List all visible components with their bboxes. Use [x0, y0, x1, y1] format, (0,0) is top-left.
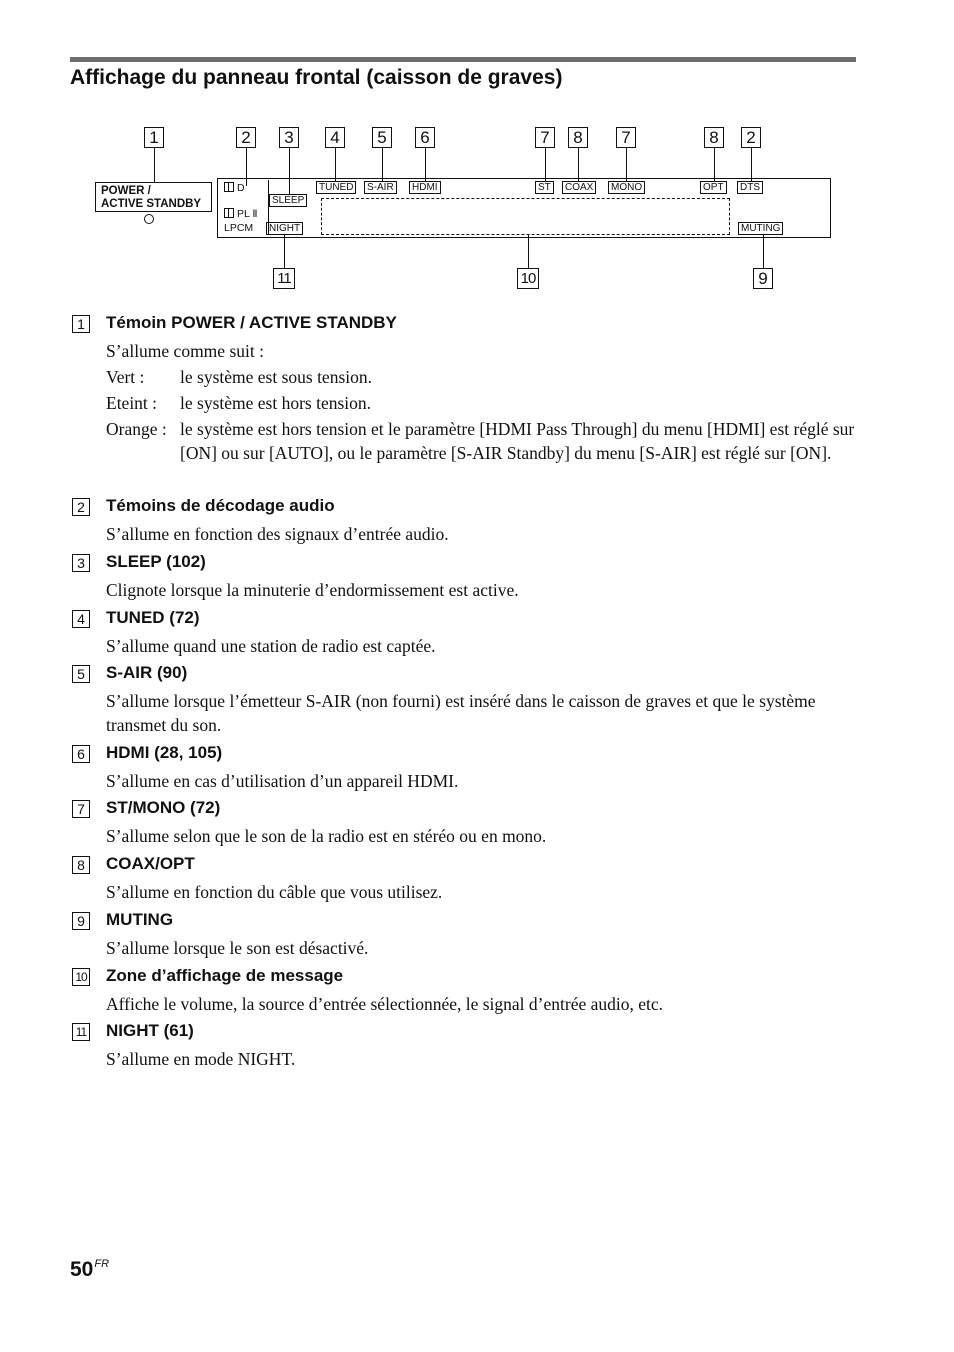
item-number: 1 — [72, 315, 90, 333]
callout-10: 10 — [517, 268, 539, 289]
leader-7 — [545, 148, 546, 181]
callout-8: 8 — [568, 127, 588, 148]
night-indicator: NIGHT — [266, 222, 303, 235]
leader-2b — [751, 148, 752, 181]
callout-2b: 2 — [741, 127, 761, 148]
lpcm-indicator: LPCM — [224, 222, 254, 234]
item-description — [106, 339, 856, 491]
item-title: S-AIR (90) — [106, 663, 188, 682]
item-title: NIGHT (61) — [106, 1021, 194, 1040]
leader-5 — [382, 148, 383, 181]
state-text: le système est sous tension. — [180, 367, 372, 387]
mono-indicator: MONO — [608, 181, 645, 194]
state-row — [106, 365, 856, 391]
leader-9 — [763, 234, 764, 268]
item-number: 7 — [72, 800, 90, 818]
item-number: 3 — [72, 554, 90, 572]
callout-11: 11 — [273, 268, 295, 289]
state-text: le système est hors tension et le paramètre [HDMI Pass Through] du menu [HDMI] est réglé sur [ON] ou sur [AUTO], ou le paramètre [S-AIR Standby] du menu [S-AIR] est réglé sur [ON]. — [180, 419, 855, 463]
sleep-indicator: SLEEP — [269, 194, 307, 207]
item-intro: S’allume comme suit : — [106, 341, 264, 361]
item-description: S’allume quand une station de radio est captée. — [106, 636, 436, 656]
dolby-pl-label: PL Ⅱ — [237, 208, 258, 220]
page-number — [70, 1258, 109, 1282]
callout-1: 1 — [144, 127, 164, 148]
item-description: S’allume en fonction du câble que vous utilisez. — [106, 882, 443, 902]
power-label-line1: POWER / — [101, 185, 151, 197]
callout-2: 2 — [236, 127, 256, 148]
callout-6: 6 — [415, 127, 435, 148]
item-description: Clignote lorsque la minuterie d’endormissement est active. — [106, 580, 519, 600]
state-row — [106, 391, 856, 417]
item-number: 2 — [72, 498, 90, 516]
dts-indicator: DTS — [737, 181, 763, 194]
item-title: MUTING — [106, 910, 174, 929]
callout-8b: 8 — [704, 127, 724, 148]
leader-6 — [425, 148, 426, 181]
tuned-indicator: TUNED — [316, 181, 356, 194]
item-title: SLEEP (102) — [106, 552, 206, 571]
state-row — [106, 417, 856, 491]
coax-indicator: COAX — [562, 181, 596, 194]
hdmi-indicator: HDMI — [409, 181, 441, 194]
item-title: HDMI (28, 105) — [106, 743, 223, 762]
section-title: Affichage du panneau frontal (caisson de graves) — [70, 66, 563, 89]
item-description: S’allume selon que le son de la radio est en stéréo ou en mono. — [106, 826, 547, 846]
state-text: le système est hors tension. — [180, 393, 372, 413]
item-number: 6 — [72, 745, 90, 763]
item-description: S’allume lorsque l’émetteur S-AIR (non fourni) est inséré dans le caisson de graves et que le système transmet du son. — [106, 691, 816, 735]
s-air-indicator: S-AIR — [364, 181, 397, 194]
item-description: S’allume en mode NIGHT. — [106, 1049, 296, 1069]
leader-10 — [528, 234, 529, 268]
item-title: COAX/OPT — [106, 854, 195, 873]
item-description: S’allume en fonction des signaux d’entrée audio. — [106, 524, 449, 544]
item-number: 10 — [72, 968, 90, 986]
state-label: Vert : — [106, 367, 145, 387]
item-title: ST/MONO (72) — [106, 798, 221, 817]
item-title: Zone d’affichage de message — [106, 966, 344, 985]
state-label: Orange : — [106, 419, 167, 439]
item-title: TUNED (72) — [106, 608, 200, 627]
leader-4 — [335, 148, 336, 181]
item-title: Témoin POWER / ACTIVE STANDBY — [106, 313, 397, 332]
leader-11 — [284, 234, 285, 268]
st-indicator: ST — [535, 181, 554, 194]
item-number: 9 — [72, 912, 90, 930]
page-number-value: 50 — [70, 1258, 94, 1281]
muting-indicator: MUTING — [738, 222, 783, 235]
item-description: Affiche le volume, la source d’entrée sélectionnée, le signal d’entrée audio, etc. — [106, 994, 664, 1014]
power-led-icon — [144, 214, 154, 224]
callout-5: 5 — [372, 127, 392, 148]
item-number: 4 — [72, 610, 90, 628]
item-number: 11 — [72, 1023, 90, 1041]
dolby-d-label: D — [237, 182, 245, 194]
page-language-suffix: FR — [94, 1258, 110, 1270]
power-label-line2: ACTIVE STANDBY — [101, 198, 202, 210]
item-number: 5 — [72, 665, 90, 683]
item-number: 8 — [72, 856, 90, 874]
power-standby-label-box — [95, 182, 212, 212]
callout-3: 3 — [279, 127, 299, 148]
front-panel-diagram — [0, 0, 954, 300]
leader-8 — [578, 148, 579, 181]
callout-7: 7 — [535, 127, 555, 148]
callout-7b: 7 — [616, 127, 636, 148]
callout-9: 9 — [753, 268, 773, 289]
leader-1 — [154, 148, 155, 182]
item-description: S’allume en cas d’utilisation d’un appareil HDMI. — [106, 771, 459, 791]
decoder-divider — [221, 180, 269, 234]
callout-4: 4 — [325, 127, 345, 148]
item-title: Témoins de décodage audio — [106, 496, 335, 515]
opt-indicator: OPT — [700, 181, 727, 194]
message-display-area — [321, 198, 730, 235]
item-description: S’allume lorsque le son est désactivé. — [106, 938, 369, 958]
leader-7b — [626, 148, 627, 181]
state-label: Eteint : — [106, 393, 158, 413]
leader-8b — [714, 148, 715, 181]
